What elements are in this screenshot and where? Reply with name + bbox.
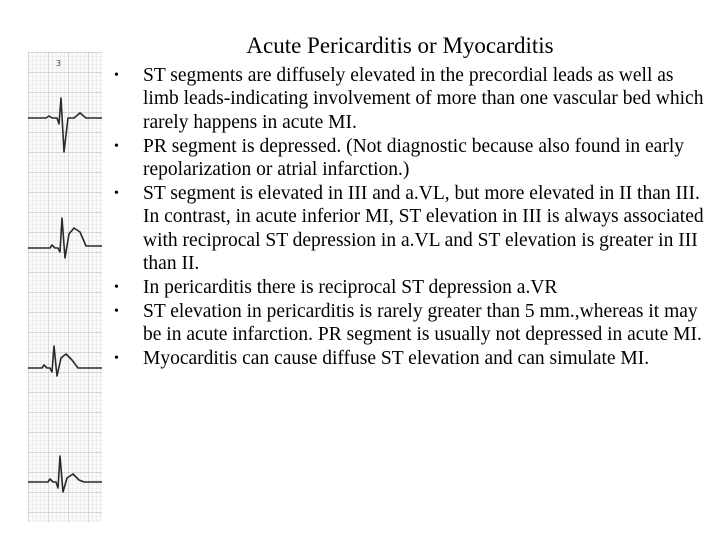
- ecg-tracing-icon: [28, 52, 102, 522]
- ecg-lead-label: 3: [56, 59, 62, 68]
- slide-title: Acute Pericarditis or Myocarditis: [246, 33, 554, 58]
- bullet-list: [114, 64, 714, 371]
- bullet-item: [114, 64, 714, 134]
- bullet-icon: •: [114, 280, 119, 296]
- bullet-text: ST segment is elevated in III and a.VL, but more elevated in II than III. In contrast, in acute inferior MI, ST elevation in III is always associated with reciprocal ST depression in a.VL and ST elevation is greater in III than II.: [143, 183, 704, 275]
- bullet-icon: •: [114, 186, 119, 202]
- bullet-icon: •: [114, 68, 119, 83]
- bullet-text: In pericarditis there is reciprocal ST depression a.VR: [143, 277, 558, 299]
- bullet-item: [114, 300, 714, 347]
- bullet-icon: •: [114, 351, 119, 367]
- bullet-text: ST segments are diffusely elevated in the precordial leads as well as limb leads-indicating involvement of more than one vascular bed which rarely happens in acute MI.: [143, 65, 704, 133]
- bullet-item: [114, 182, 714, 276]
- bullet-icon: •: [114, 304, 119, 320]
- bullet-item: [114, 347, 714, 370]
- bullet-item: [114, 276, 714, 299]
- bullet-text: PR segment is depressed. (Not diagnostic because also found in early repolarization or atrial infarction.): [143, 135, 685, 181]
- bullet-text: Myocarditis can cause diffuse ST elevation and can simulate MI.: [143, 348, 650, 370]
- bullet-item: [114, 135, 714, 182]
- bullet-text: ST elevation in pericarditis is rarely greater than 5 mm.,whereas it may be in acute infarction. PR segment is usually not depressed in acute MI.: [143, 301, 702, 346]
- bullet-icon: •: [114, 138, 119, 154]
